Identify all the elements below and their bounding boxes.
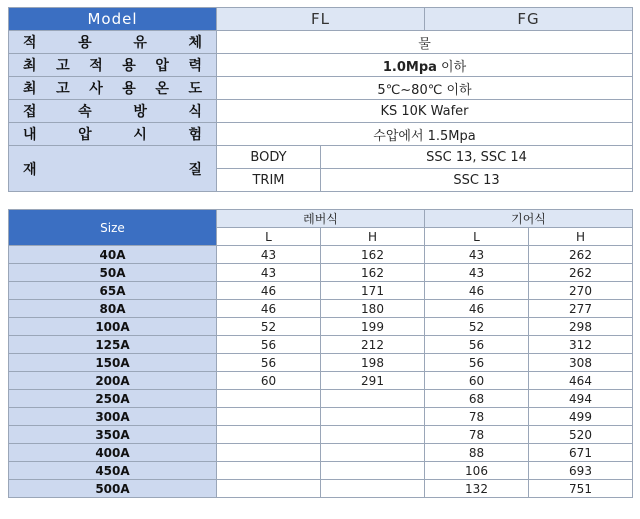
spec-table — [8, 7, 633, 192]
spec-label-char: 적 — [89, 58, 103, 74]
size-lever-l: 56 — [217, 336, 321, 354]
spec-row-value — [217, 54, 633, 77]
size-row — [9, 246, 633, 264]
spec-row — [9, 100, 633, 123]
size-gear-l: 88 — [425, 444, 529, 462]
size-gear-l: 46 — [425, 282, 529, 300]
spec-label-char: 용 — [122, 58, 136, 74]
spec-value-rest: 이하 — [436, 59, 467, 75]
size-lever-h — [321, 426, 425, 444]
size-gear-h: 520 — [529, 426, 633, 444]
model-label: Model — [9, 8, 217, 31]
size-row — [9, 462, 633, 480]
size-gear-h: 298 — [529, 318, 633, 336]
spec-header-row — [9, 8, 633, 31]
size-gear-l: 68 — [425, 390, 529, 408]
spec-row-label — [9, 123, 217, 146]
size-gear-h: 693 — [529, 462, 633, 480]
size-gear-l: 132 — [425, 480, 529, 498]
spec-label-char: 고 — [56, 58, 70, 74]
size-lever-l: 43 — [217, 264, 321, 282]
size-row — [9, 300, 633, 318]
size-gear-l: 56 — [425, 336, 529, 354]
spec-label-char: 압 — [78, 127, 92, 143]
size-value: 65A — [9, 282, 217, 300]
spec-row — [9, 31, 633, 54]
size-lever-h: 212 — [321, 336, 425, 354]
size-row — [9, 426, 633, 444]
spec-value-bold: 1.0Mpa — [382, 59, 437, 75]
size-value: 300A — [9, 408, 217, 426]
lever-l-header: L — [217, 228, 321, 246]
spec-label-char: 압 — [155, 58, 169, 74]
lever-h-header: H — [321, 228, 425, 246]
spec-label-char: 온 — [155, 81, 169, 97]
size-lever-h — [321, 462, 425, 480]
material-label-char: 질 — [188, 161, 202, 178]
size-row — [9, 444, 633, 462]
spec-row — [9, 77, 633, 100]
size-lever-l — [217, 462, 321, 480]
size-value: 450A — [9, 462, 217, 480]
size-row — [9, 390, 633, 408]
size-gear-h: 499 — [529, 408, 633, 426]
size-gear-l: 60 — [425, 372, 529, 390]
size-header-row — [9, 210, 633, 228]
material-row — [9, 146, 633, 169]
spec-row-label — [9, 100, 217, 123]
size-gear-l: 78 — [425, 426, 529, 444]
size-row — [9, 282, 633, 300]
size-row — [9, 336, 633, 354]
size-value: 40A — [9, 246, 217, 264]
size-value: 125A — [9, 336, 217, 354]
size-gear-h: 262 — [529, 264, 633, 282]
size-lever-h: 198 — [321, 354, 425, 372]
spec-label-char: 적 — [23, 35, 37, 51]
size-gear-l: 43 — [425, 246, 529, 264]
spec-label-char: 용 — [78, 35, 92, 51]
size-lever-h: 180 — [321, 300, 425, 318]
spec-label-char: 고 — [56, 81, 70, 97]
spec-row-value: 물 — [217, 31, 633, 54]
col-fl: FL — [217, 8, 425, 31]
size-table — [8, 209, 633, 498]
size-value: 100A — [9, 318, 217, 336]
gear-h-header: H — [529, 228, 633, 246]
material-value: SSC 13 — [321, 169, 633, 192]
size-lever-h: 291 — [321, 372, 425, 390]
size-gear-h: 308 — [529, 354, 633, 372]
size-lever-h: 162 — [321, 264, 425, 282]
size-gear-h: 262 — [529, 246, 633, 264]
size-lever-l: 46 — [217, 300, 321, 318]
size-row — [9, 318, 633, 336]
size-row — [9, 372, 633, 390]
spec-label-char: 험 — [188, 127, 202, 143]
size-lever-h: 199 — [321, 318, 425, 336]
size-label: Size — [9, 210, 217, 246]
spec-row-value: KS 10K Wafer — [217, 100, 633, 123]
size-lever-h — [321, 444, 425, 462]
spec-label-char: 용 — [122, 81, 136, 97]
spec-label-char: 유 — [133, 35, 147, 51]
size-value: 150A — [9, 354, 217, 372]
size-lever-l — [217, 408, 321, 426]
size-lever-h: 171 — [321, 282, 425, 300]
spec-label-char: 도 — [188, 81, 202, 97]
size-lever-l: 43 — [217, 246, 321, 264]
size-value: 250A — [9, 390, 217, 408]
spec-label-char: 방 — [133, 104, 147, 120]
size-gear-l: 46 — [425, 300, 529, 318]
spec-row-value: 수압에서 1.5Mpa — [217, 123, 633, 146]
lever-label: 레버식 — [217, 210, 425, 228]
size-value: 80A — [9, 300, 217, 318]
material-label — [9, 146, 217, 192]
size-gear-h: 312 — [529, 336, 633, 354]
spec-row — [9, 54, 633, 77]
spec-row-label — [9, 31, 217, 54]
spec-label-char: 최 — [23, 81, 37, 97]
size-lever-l — [217, 444, 321, 462]
spec-row-value: 5℃~80℃ 이하 — [217, 77, 633, 100]
size-gear-l: 52 — [425, 318, 529, 336]
material-value: SSC 13, SSC 14 — [321, 146, 633, 169]
size-lever-l: 46 — [217, 282, 321, 300]
size-lever-h — [321, 480, 425, 498]
size-row — [9, 264, 633, 282]
size-gear-l: 106 — [425, 462, 529, 480]
spec-row-label — [9, 77, 217, 100]
size-lever-h — [321, 408, 425, 426]
size-lever-h — [321, 390, 425, 408]
size-value: 400A — [9, 444, 217, 462]
spec-row-label — [9, 54, 217, 77]
size-row — [9, 354, 633, 372]
size-row — [9, 480, 633, 498]
size-lever-l — [217, 426, 321, 444]
size-gear-h: 270 — [529, 282, 633, 300]
spec-label-char: 체 — [188, 35, 202, 51]
spec-label-char: 접 — [23, 104, 37, 120]
size-gear-h: 751 — [529, 480, 633, 498]
size-gear-h: 671 — [529, 444, 633, 462]
size-value: 350A — [9, 426, 217, 444]
spec-label-char: 력 — [188, 58, 202, 74]
spec-label-char: 내 — [23, 127, 37, 143]
size-row — [9, 408, 633, 426]
size-value: 200A — [9, 372, 217, 390]
material-part: BODY — [217, 146, 321, 169]
gear-l-header: L — [425, 228, 529, 246]
spec-label-char: 사 — [89, 81, 103, 97]
size-gear-l: 78 — [425, 408, 529, 426]
spec-label-char: 최 — [23, 58, 37, 74]
size-gear-h: 494 — [529, 390, 633, 408]
size-gear-l: 56 — [425, 354, 529, 372]
spec-label-char: 속 — [78, 104, 92, 120]
size-lever-l: 60 — [217, 372, 321, 390]
spec-row — [9, 123, 633, 146]
spec-label-char: 시 — [133, 127, 147, 143]
size-lever-l — [217, 480, 321, 498]
spec-label-char: 식 — [188, 104, 202, 120]
gear-label: 기어식 — [425, 210, 633, 228]
size-gear-h: 464 — [529, 372, 633, 390]
size-value: 500A — [9, 480, 217, 498]
size-gear-l: 43 — [425, 264, 529, 282]
size-lever-l: 52 — [217, 318, 321, 336]
size-gear-h: 277 — [529, 300, 633, 318]
size-lever-l — [217, 390, 321, 408]
size-lever-l: 56 — [217, 354, 321, 372]
size-lever-h: 162 — [321, 246, 425, 264]
col-fg: FG — [425, 8, 633, 31]
size-value: 50A — [9, 264, 217, 282]
material-label-char: 재 — [23, 161, 37, 178]
material-part: TRIM — [217, 169, 321, 192]
